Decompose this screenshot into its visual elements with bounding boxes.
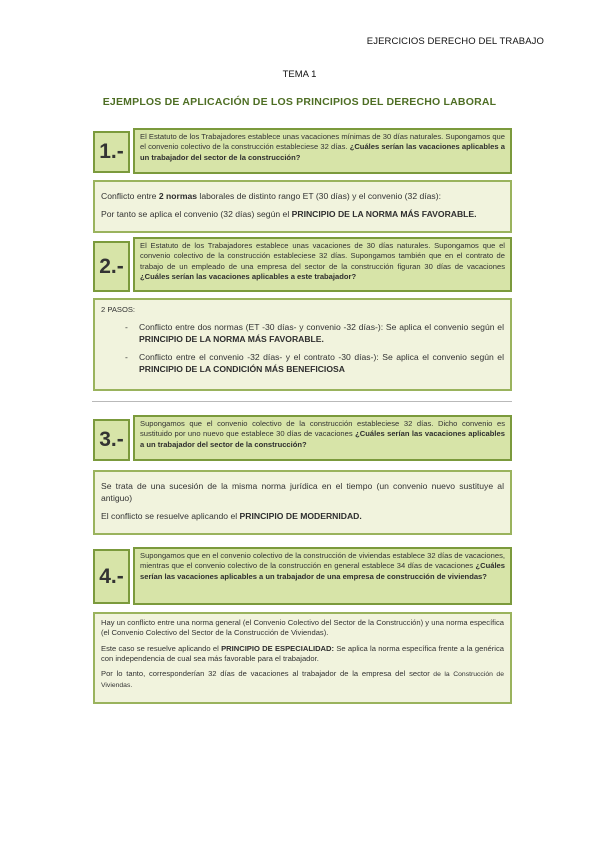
example-question-1 [133, 128, 512, 174]
answer-text: Hay un conflicto entre una norma general (el Convenio Colectivo del Sector de la Construcción) y una norma específica (el Convenio Colectivo del Sector de la Construcción de Viviendas). [101, 618, 504, 638]
principle-name: PRINCIPIO DE MODERNIDAD. [239, 511, 362, 521]
answer-text: El conflicto se resuelve aplicando el [101, 511, 240, 521]
question-bold: ¿Cuáles serían las vacaciones aplicables a un trabajador del sector de la construcción? [140, 142, 505, 162]
example-answer-4 [93, 612, 512, 704]
example-answer-3 [93, 470, 512, 535]
principle-name: PRINCIPIO DE ESPECIALIDAD: [221, 643, 335, 653]
example-number-4: 4.- [93, 549, 130, 604]
example-question-3 [133, 415, 512, 461]
answer-text: de la Construcción de Viviendas. [101, 671, 504, 690]
example-number-1: 1.- [93, 131, 130, 173]
answer-text: Conflicto entre [101, 191, 159, 201]
question-text: El Estatuto de los Trabajadores establece unas vacaciones mínimas de 30 días naturales. Supongamos que el convenio colectivo de la construcción estableciese 32 días. [140, 132, 505, 152]
answer-text: Este caso se resuelve aplicando el [101, 643, 222, 653]
question-text: Supongamos que el convenio colectivo de la construcción estableciese 32 días. Dicho convenio es sustituido por uno nuevo que establece 30 días de vacaciones [140, 419, 505, 439]
answer-text: Conflicto entre el convenio -32 días- y el contrato -30 días-): Se aplica el convenio según el [139, 352, 504, 363]
answer-text: laborales de distinto rango ET (30 días) y el convenio (32 días): [197, 191, 441, 201]
document-header: EJERCICIOS DERECHO DEL TRABAJO [366, 36, 544, 47]
answer-text: Conflicto entre dos normas (ET -30 días- y convenio -32 días-): Se aplica el convenio según el [139, 322, 504, 333]
question-text: El Estatuto de los Trabajadores establece unas vacaciones de 30 días naturales. Supongamos que el convenio colectivo de la construcción estableciese 32 días. Supongamos también que en el contrato de trabajo de un empleado de una empresa del sector de la construcción figuran 30 días de vacaciones [140, 241, 505, 271]
question-bold: ¿Cuáles serían las vacaciones aplicables a un trabajador del sector de la construcción? [140, 429, 505, 449]
step-item: - Conflicto entre dos normas (ET -30 días- y convenio -32 días-): Se aplica el convenio según el PRINCIPIO DE LA NORMA MÁS FAVORABLE. [125, 322, 504, 345]
example-answer-1 [93, 180, 512, 233]
example-answer-2 [93, 298, 512, 391]
principle-name: PRINCIPIO DE LA CONDICIÓN MÁS BENEFICIOSA [139, 364, 345, 375]
example-question-4 [133, 547, 512, 605]
question-bold: ¿Cuáles serían las vacaciones aplicables a este trabajador? [140, 271, 357, 281]
answer-text: Por lo tanto, corresponderían 32 días de vacaciones al trabajador de la empresa del sector [101, 669, 430, 679]
step-item: - Conflicto entre el convenio -32 días- y el contrato -30 días-): Se aplica el convenio según el PRINCIPIO DE LA CONDICIÓN MÁS BENEFICIOSA [125, 352, 504, 375]
principle-name: PRINCIPIO DE LA NORMA MÁS FAVORABLE. [139, 334, 324, 345]
example-number-2: 2.- [93, 241, 130, 292]
question-bold: ¿Cuáles serían las vacaciones aplicables a un trabajador de una empresa de construcción de viviendas? [140, 561, 505, 581]
answer-text: Por tanto se aplica el convenio (32 días) según el [101, 209, 292, 219]
example-question-2 [133, 237, 512, 292]
answer-bold: 2 normas [158, 191, 198, 201]
section-divider [92, 401, 512, 402]
example-number-3: 3.- [93, 419, 130, 461]
principle-name: PRINCIPIO DE LA NORMA MÁS FAVORABLE. [291, 209, 477, 219]
answer-text: Se aplica la norma específica frente a la genérica con independencia de cual sea más favorable para el trabajador. [101, 643, 504, 663]
page-title: EJEMPLOS DE APLICACIÓN DE LOS PRINCIPIOS DEL DERECHO LABORAL [102, 96, 497, 108]
answer-text: Se trata de una sucesión de la misma norma jurídica en el tiempo (un convenio nuevo sustituye al antiguo) [101, 481, 504, 503]
question-text: Supongamos que en el convenio colectivo de la construcción de viviendas establece 32 días de vacaciones, mientras que el convenio colectivo de la construcción en general establece 34 días de vacaciones [140, 551, 505, 571]
steps-intro: 2 PASOS: [101, 305, 136, 314]
topic-label: TEMA 1 [282, 69, 317, 80]
